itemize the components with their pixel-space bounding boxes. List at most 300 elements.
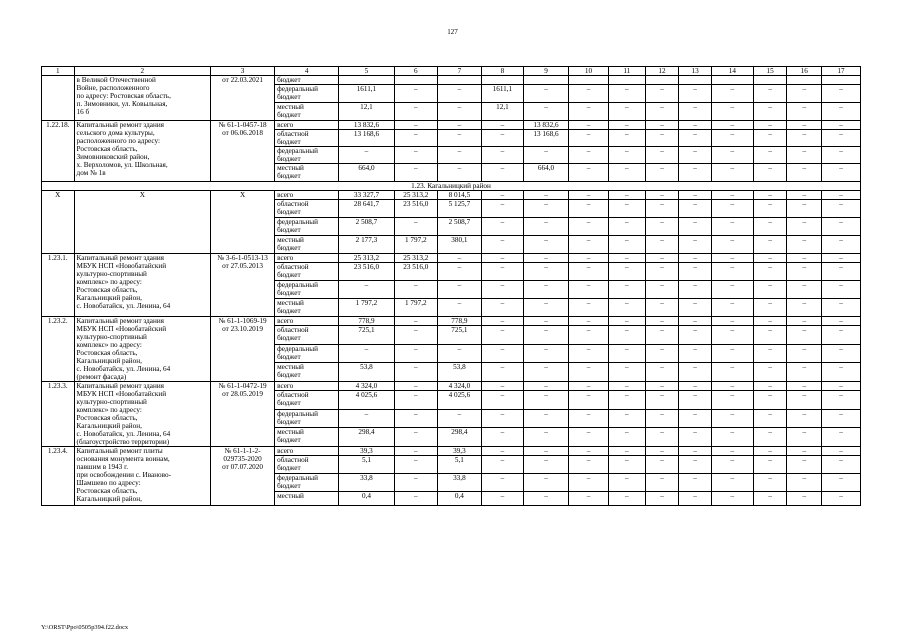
value-cell: – <box>645 363 679 382</box>
value-cell: 23 516,0 <box>339 263 395 281</box>
value-cell: – <box>645 391 679 410</box>
value-cell: – <box>569 299 609 317</box>
value-cell: – <box>787 200 822 218</box>
value-cell: 33,8 <box>437 474 481 492</box>
column-header: 12 <box>645 67 679 76</box>
value-cell: – <box>481 344 523 363</box>
page-number: 127 <box>447 28 458 36</box>
value-cell: – <box>753 263 787 281</box>
value-cell: – <box>787 456 822 474</box>
value-cell: – <box>608 254 645 263</box>
value-cell: – <box>787 409 822 428</box>
value-cell: – <box>711 218 753 236</box>
value-cell: – <box>523 200 568 218</box>
value-cell: – <box>711 344 753 363</box>
value-cell: 0,4 <box>437 492 481 506</box>
value-cell: – <box>523 254 568 263</box>
value-cell: – <box>523 428 568 447</box>
value-cell: – <box>753 317 787 326</box>
value-cell: – <box>608 218 645 236</box>
value-cell: – <box>569 326 609 345</box>
value-cell: – <box>787 103 822 121</box>
value-cell: – <box>394 492 437 506</box>
value-cell: 53,8 <box>339 363 395 382</box>
budget-label-cell: областной бюджет <box>275 263 339 281</box>
value-cell: 664,0 <box>339 164 395 182</box>
value-cell: – <box>711 317 753 326</box>
budget-label-cell: федеральный бюджет <box>275 281 339 299</box>
value-cell: – <box>711 85 753 103</box>
value-cell: – <box>679 236 712 254</box>
value-cell: 380,1 <box>437 236 481 254</box>
value-cell: – <box>711 326 753 345</box>
value-cell: – <box>481 391 523 410</box>
value-cell: – <box>569 254 609 263</box>
value-cell: – <box>437 254 481 263</box>
budget-label-cell: местный бюджет <box>275 299 339 317</box>
value-cell: – <box>679 428 712 447</box>
budget-label-cell: местный <box>275 492 339 506</box>
value-cell: – <box>645 492 679 506</box>
column-header: 2 <box>74 67 211 76</box>
value-cell: – <box>711 474 753 492</box>
value-cell: – <box>394 218 437 236</box>
value-cell: – <box>569 263 609 281</box>
item-number-cell: 1.23.3. <box>42 382 75 447</box>
value-cell: – <box>711 200 753 218</box>
value-cell <box>481 76 523 85</box>
value-cell: – <box>394 428 437 447</box>
value-cell: – <box>608 130 645 147</box>
column-header: 8 <box>481 67 523 76</box>
value-cell: – <box>822 85 861 103</box>
value-cell: – <box>822 103 861 121</box>
value-cell: – <box>679 456 712 474</box>
item-doc-cell: № 3-6-1-0513-13 от 27.05.2013 <box>211 254 275 317</box>
column-header: 14 <box>711 67 753 76</box>
value-cell: – <box>608 103 645 121</box>
value-cell: – <box>569 456 609 474</box>
value-cell: 0,4 <box>339 492 395 506</box>
value-cell: 725,1 <box>437 326 481 345</box>
value-cell <box>753 76 787 85</box>
value-cell: 1611,1 <box>481 85 523 103</box>
value-cell: – <box>822 382 861 391</box>
budget-label-cell: областной бюджет <box>275 391 339 410</box>
value-cell: 33,8 <box>339 474 395 492</box>
item-name-cell: Капитальный ремонт здания МБУК НСП «Новобатайский культурно-спортивный комплекс» по адресу: Ростовская область, Кагальницкий район, с. Новобатайск, ул. Ленина, 64 (благоустройство территории) <box>74 382 211 447</box>
value-cell: – <box>645 130 679 147</box>
value-cell: – <box>481 121 523 130</box>
value-cell: – <box>394 447 437 456</box>
value-cell: 12,1 <box>481 103 523 121</box>
item-doc-cell: № 61-1-1069-19 от 23.10.2019 <box>211 317 275 382</box>
value-cell: – <box>753 391 787 410</box>
budget-label-cell: всего <box>275 317 339 326</box>
item-name-cell: в Великой Отечественной Войне, расположенного по адресу: Ростовская область, п. Зимовники, ул. Ковыльная, 16 б <box>74 76 211 121</box>
item-name-cell: Капитальный ремонт плиты основания монумента воинам, павшим в 1943 г. при освобождении с. Иваново- Шамшево по адресу: Ростовская область, Кагальницкий район, <box>74 447 211 506</box>
budget-label-cell: федеральный бюджет <box>275 409 339 428</box>
value-cell: – <box>679 121 712 130</box>
value-cell: – <box>394 121 437 130</box>
item-doc-cell: № 61-1-1-2- 029735-2020 от 07.07.2020 <box>211 447 275 506</box>
value-cell: – <box>787 428 822 447</box>
value-cell: 23 516,0 <box>394 263 437 281</box>
value-cell: – <box>569 281 609 299</box>
value-cell: – <box>339 147 395 164</box>
value-cell: – <box>645 200 679 218</box>
value-cell: – <box>437 164 481 182</box>
value-cell: – <box>481 326 523 345</box>
value-cell: – <box>608 344 645 363</box>
column-header: 4 <box>275 67 339 76</box>
budget-label-cell: всего <box>275 254 339 263</box>
value-cell: – <box>523 263 568 281</box>
item-number-cell <box>42 76 75 121</box>
value-cell <box>394 76 437 85</box>
value-cell: – <box>608 428 645 447</box>
value-cell: – <box>753 147 787 164</box>
value-cell: – <box>645 474 679 492</box>
value-cell: – <box>394 456 437 474</box>
item-number-cell: 1.23.2. <box>42 317 75 382</box>
value-cell: – <box>679 103 712 121</box>
value-cell: – <box>822 391 861 410</box>
value-cell: – <box>523 344 568 363</box>
value-cell: – <box>679 218 712 236</box>
budget-label-cell: федеральный бюджет <box>275 85 339 103</box>
value-cell: – <box>753 344 787 363</box>
budget-label-cell: областной бюджет <box>275 456 339 474</box>
value-cell: 5 125,7 <box>437 200 481 218</box>
value-cell: – <box>822 130 861 147</box>
value-cell: – <box>394 344 437 363</box>
budget-label-cell: всего <box>275 382 339 391</box>
value-cell: – <box>608 191 645 200</box>
value-cell: – <box>481 428 523 447</box>
value-cell: – <box>608 326 645 345</box>
value-cell: – <box>679 164 712 182</box>
value-cell: – <box>679 147 712 164</box>
table-row <box>42 317 861 326</box>
value-cell: – <box>523 147 568 164</box>
value-cell: – <box>645 121 679 130</box>
value-cell: – <box>481 164 523 182</box>
value-cell: – <box>394 363 437 382</box>
value-cell: – <box>753 103 787 121</box>
value-cell: – <box>787 130 822 147</box>
value-cell: – <box>481 191 523 200</box>
value-cell <box>608 76 645 85</box>
value-cell: – <box>822 363 861 382</box>
value-cell <box>437 76 481 85</box>
column-header: 9 <box>523 67 568 76</box>
value-cell: – <box>753 254 787 263</box>
value-cell: – <box>523 85 568 103</box>
table-header-row <box>42 67 861 76</box>
value-cell: – <box>394 382 437 391</box>
value-cell: – <box>645 263 679 281</box>
value-cell: 25 313,2 <box>394 191 437 200</box>
value-cell: – <box>569 391 609 410</box>
value-cell: 4 025,6 <box>437 391 481 410</box>
value-cell: – <box>753 326 787 345</box>
value-cell: – <box>822 263 861 281</box>
value-cell: – <box>822 147 861 164</box>
value-cell: – <box>569 130 609 147</box>
value-cell: – <box>822 344 861 363</box>
value-cell: – <box>481 254 523 263</box>
value-cell: – <box>608 85 645 103</box>
value-cell: – <box>394 130 437 147</box>
value-cell: – <box>523 191 568 200</box>
column-header: 6 <box>394 67 437 76</box>
value-cell: – <box>394 391 437 410</box>
item-name-cell: Капитальный ремонт здания сельского дома культуры, расположенного по адресу: Ростовская область, Зимовниковский район, х. Верхоломов, ул. Школьная, дом № 1в <box>74 121 211 182</box>
value-cell: – <box>645 191 679 200</box>
value-cell: 12,1 <box>339 103 395 121</box>
value-cell: 725,1 <box>339 326 395 345</box>
value-cell: – <box>753 428 787 447</box>
value-cell: – <box>437 263 481 281</box>
value-cell: – <box>787 164 822 182</box>
value-cell <box>822 76 861 85</box>
value-cell: – <box>339 281 395 299</box>
value-cell: – <box>679 474 712 492</box>
budget-label-cell: областной бюджет <box>275 326 339 345</box>
value-cell: 1611,1 <box>339 85 395 103</box>
value-cell: 53,8 <box>437 363 481 382</box>
value-cell: – <box>753 409 787 428</box>
column-header: 15 <box>753 67 787 76</box>
value-cell: – <box>711 409 753 428</box>
value-cell: – <box>645 254 679 263</box>
value-cell: – <box>569 200 609 218</box>
value-cell: – <box>339 344 395 363</box>
value-cell: – <box>753 130 787 147</box>
value-cell: – <box>481 200 523 218</box>
value-cell: – <box>679 299 712 317</box>
value-cell: – <box>481 236 523 254</box>
value-cell: – <box>711 428 753 447</box>
value-cell: – <box>753 281 787 299</box>
value-cell: – <box>787 474 822 492</box>
value-cell: – <box>569 164 609 182</box>
value-cell: – <box>608 164 645 182</box>
value-cell: – <box>822 299 861 317</box>
value-cell: – <box>608 317 645 326</box>
item-name-cell: Капитальный ремонт здания МБУК НСП «Новобатайский культурно-спортивный комплекс» по адресу: Ростовская область, Кагальницкий район, с. Новобатайск, ул. Ленина, 64 (ремонт фасада) <box>74 317 211 382</box>
value-cell: – <box>608 363 645 382</box>
value-cell: – <box>787 85 822 103</box>
budget-label-cell: местный бюджет <box>275 363 339 382</box>
budget-label-cell: бюджет <box>275 76 339 85</box>
value-cell: – <box>569 492 609 506</box>
value-cell: – <box>569 474 609 492</box>
value-cell: 5,1 <box>339 456 395 474</box>
value-cell: – <box>753 382 787 391</box>
value-cell: – <box>679 344 712 363</box>
value-cell: – <box>753 164 787 182</box>
value-cell: – <box>645 344 679 363</box>
value-cell: – <box>437 147 481 164</box>
column-header: 16 <box>787 67 822 76</box>
value-cell: – <box>822 281 861 299</box>
value-cell: 39,3 <box>437 447 481 456</box>
value-cell: – <box>787 492 822 506</box>
value-cell: – <box>394 147 437 164</box>
value-cell: – <box>481 447 523 456</box>
budget-label-cell: местный бюджет <box>275 236 339 254</box>
section-title-row <box>42 182 861 191</box>
value-cell: – <box>481 147 523 164</box>
value-cell: – <box>822 447 861 456</box>
column-header: 10 <box>569 67 609 76</box>
value-cell: 13 168,6 <box>339 130 395 147</box>
value-cell: – <box>608 299 645 317</box>
value-cell: – <box>523 391 568 410</box>
value-cell: – <box>608 492 645 506</box>
value-cell: – <box>822 474 861 492</box>
value-cell: – <box>711 121 753 130</box>
table-row <box>42 76 861 85</box>
value-cell: – <box>523 382 568 391</box>
value-cell: – <box>787 254 822 263</box>
value-cell: – <box>437 121 481 130</box>
value-cell: – <box>437 299 481 317</box>
value-cell: – <box>569 317 609 326</box>
value-cell: – <box>822 236 861 254</box>
value-cell: – <box>569 447 609 456</box>
value-cell: – <box>711 456 753 474</box>
value-cell: – <box>711 281 753 299</box>
value-cell: – <box>339 409 395 428</box>
value-cell: – <box>711 299 753 317</box>
value-cell: – <box>569 363 609 382</box>
value-cell: – <box>645 447 679 456</box>
value-cell: – <box>608 474 645 492</box>
value-cell: – <box>645 218 679 236</box>
column-header: 11 <box>608 67 645 76</box>
item-number-cell: 1.23.4. <box>42 447 75 506</box>
value-cell: – <box>645 281 679 299</box>
value-cell <box>523 76 568 85</box>
value-cell: – <box>711 236 753 254</box>
value-cell: – <box>711 191 753 200</box>
table-row <box>42 447 861 456</box>
value-cell: – <box>481 299 523 317</box>
value-cell: 4 324,0 <box>437 382 481 391</box>
value-cell: – <box>523 363 568 382</box>
value-cell: – <box>711 492 753 506</box>
value-cell: – <box>711 263 753 281</box>
value-cell: – <box>394 409 437 428</box>
value-cell: – <box>679 382 712 391</box>
value-cell: 33 327,7 <box>339 191 395 200</box>
value-cell: – <box>645 456 679 474</box>
value-cell: – <box>645 164 679 182</box>
value-cell: 778,9 <box>437 317 481 326</box>
value-cell: – <box>569 382 609 391</box>
value-cell: – <box>481 409 523 428</box>
value-cell: – <box>645 85 679 103</box>
value-cell: – <box>711 103 753 121</box>
value-cell: – <box>523 317 568 326</box>
value-cell: – <box>753 456 787 474</box>
value-cell: – <box>523 103 568 121</box>
value-cell <box>645 76 679 85</box>
item-doc-cell: № 61-1-0457-18 от 06.06.2018 <box>211 121 275 182</box>
value-cell: – <box>679 326 712 345</box>
value-cell: – <box>437 85 481 103</box>
value-cell: – <box>608 447 645 456</box>
value-cell: – <box>437 130 481 147</box>
value-cell: – <box>569 236 609 254</box>
value-cell: – <box>481 281 523 299</box>
value-cell: – <box>481 263 523 281</box>
column-header: 5 <box>339 67 395 76</box>
value-cell: – <box>711 130 753 147</box>
value-cell: 664,0 <box>523 164 568 182</box>
value-cell: – <box>822 200 861 218</box>
column-header: 1 <box>42 67 75 76</box>
value-cell: – <box>787 191 822 200</box>
budget-label-cell: федеральный бюджет <box>275 147 339 164</box>
value-cell: – <box>394 281 437 299</box>
value-cell: – <box>711 391 753 410</box>
column-header: 17 <box>822 67 861 76</box>
column-header: 3 <box>211 67 275 76</box>
value-cell: – <box>569 147 609 164</box>
value-cell: 298,4 <box>437 428 481 447</box>
budget-label-cell: всего <box>275 121 339 130</box>
budget-label-cell: всего <box>275 191 339 200</box>
value-cell: 4 025,6 <box>339 391 395 410</box>
value-cell: – <box>822 326 861 345</box>
item-number-cell: 1.22.18. <box>42 121 75 182</box>
value-cell: 298,4 <box>339 428 395 447</box>
value-cell: – <box>822 428 861 447</box>
budget-label-cell: областной бюджет <box>275 130 339 147</box>
value-cell: – <box>787 263 822 281</box>
budget-label-cell: федеральный бюджет <box>275 344 339 363</box>
value-cell: – <box>645 147 679 164</box>
budget-table <box>41 66 861 506</box>
budget-label-cell: местный бюджет <box>275 428 339 447</box>
value-cell: – <box>394 85 437 103</box>
value-cell: 25 313,2 <box>339 254 395 263</box>
value-cell <box>787 76 822 85</box>
value-cell: – <box>711 447 753 456</box>
budget-label-cell: местный бюджет <box>275 164 339 182</box>
value-cell: – <box>569 121 609 130</box>
value-cell: – <box>711 164 753 182</box>
item-doc-cell: Х <box>211 191 275 254</box>
table-row <box>42 121 861 130</box>
value-cell: – <box>608 147 645 164</box>
value-cell: – <box>679 492 712 506</box>
value-cell: – <box>787 317 822 326</box>
value-cell: – <box>394 474 437 492</box>
value-cell: – <box>753 200 787 218</box>
value-cell: – <box>437 281 481 299</box>
item-name-cell: Капитальный ремонт здания МБУК НСП «Новобатайский культурно-спортивный комплекс» по адресу: Ростовская область, Кагальницкий район, с. Новобатайск, ул. Ленина, 64 <box>74 254 211 317</box>
value-cell: – <box>711 382 753 391</box>
item-number-cell: 1.23.1. <box>42 254 75 317</box>
item-doc-cell: от 22.03.2021 <box>211 76 275 121</box>
value-cell: – <box>679 281 712 299</box>
value-cell: – <box>523 218 568 236</box>
